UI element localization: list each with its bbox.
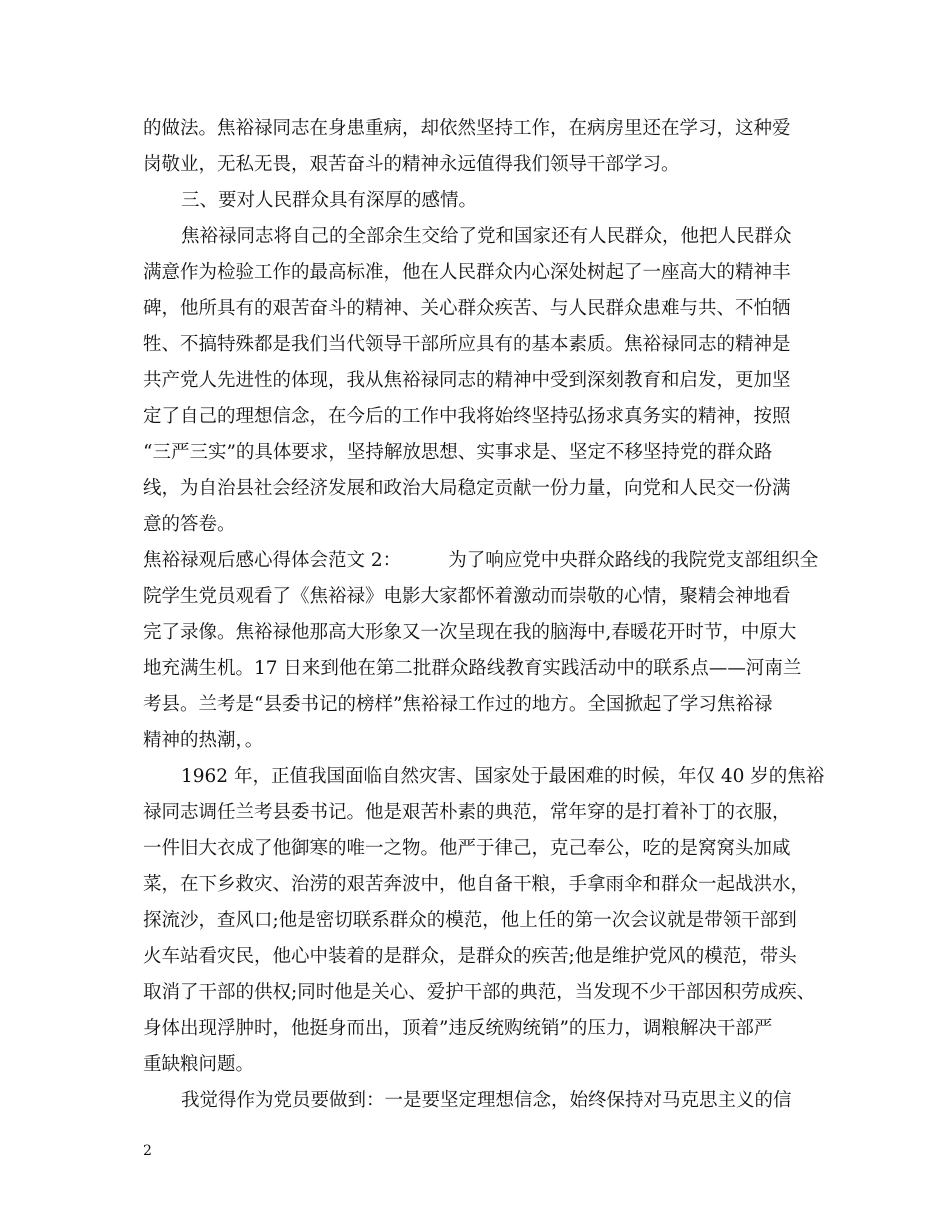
page-number: 2 (143, 1143, 152, 1159)
text-line: 重缺粮问题。 (143, 1054, 255, 1075)
text-line: 定了自己的理想信念，在今后的工作中我将始终坚持弘扬求真务实的精神，按照 (143, 406, 791, 427)
text-line: 探流沙，查风口;他是密切联系群众的模范，他上任的第一次会议就是带领干部到 (143, 910, 797, 931)
text-line: 菜，在下乡救灾、治涝的艰苦奔波中，他自备干粮，手拿雨伞和群众一起战洪水， (143, 874, 810, 895)
text-line: 一件旧大衣成了他御寒的唯一之物。他严于律己，克己奉公，吃的是窝窝头加咸 (143, 838, 791, 859)
section-heading: 三、要对人民群众具有深厚的感情。 (181, 190, 478, 211)
text-line: 考县。兰考是“县委书记的榜样”焦裕禄工作过的地方。全国掀起了学习焦裕禄 (143, 694, 773, 715)
text-line: 满意作为检验工作的最高标准，他在人民群众内心深处树起了一座高大的精神丰 (143, 262, 791, 283)
text-line: 地充满生机。17 日来到他在第二批群众路线教育实践活动中的联系点——河南兰 (143, 658, 802, 679)
text-line: 线，为自治县社会经济发展和政治大局稳定贡献一份力量，向党和人民交一份满 (143, 478, 791, 499)
text-line: 碑，他所具有的艰苦奋斗的精神、关心群众疾苦、与人民群众患难与共、不怕牺 (143, 298, 791, 319)
text-line: 意的答卷。 (143, 514, 236, 535)
text-line: 我觉得作为党员要做到：一是要坚定理想信念，始终保持对马克思主义的信 (181, 1090, 792, 1111)
text-line: 院学生党员观看了《焦裕禄》电影大家都怀着激动而崇敬的心情，聚精会神地看 (143, 586, 791, 607)
text-line: 完了录像。焦裕禄他那高大形象又一次呈现在我的脑海中,春暖花开时节，中原大 (143, 622, 797, 643)
text-line: 身体出现浮肿时，他挺身而出，顶着”违反统购统销”的压力，调粮解决干部严 (143, 1018, 773, 1039)
text-line: 的做法。焦裕禄同志在身患重病，却依然坚持工作，在病房里还在学习，这种爱 (143, 118, 791, 139)
text-line: 火车站看灾民，他心中装着的是群众，是群众的疾苦;他是维护党风的模范，带头 (143, 946, 797, 967)
text-line: 取消了干部的供权;同时他是关心、爱护干部的典范，当发现不少干部因积劳成疾、 (143, 982, 816, 1003)
text-line: 禄同志调任兰考县委书记。他是艰苦朴素的典范，常年穿的是打着补丁的衣服， (143, 802, 791, 823)
text-line: 牲、不搞特殊都是我们当代领导干部所应具有的基本素质。焦裕禄同志的精神是 (143, 334, 791, 355)
text-line: “三严三实”的具体要求，坚持解放思想、实事求是、坚定不移坚持党的群众路 (143, 442, 773, 463)
section-title-line: 焦裕禄观后感心得体会范文 2： 为了响应党中央群众路线的我院党支部组织全 (143, 550, 819, 571)
text-line: 1962 年，正值我国面临自然灾害、国家处于最困难的时候，年仅 40 岁的焦裕 (181, 766, 825, 787)
text-line: 共产党人先进性的体现，我从焦裕禄同志的精神中受到深刻教育和启发，更加坚 (143, 370, 791, 391)
text-line: 岗敬业，无私无畏，艰苦奋斗的精神永远值得我们领导干部学习。 (143, 154, 680, 175)
text-line: 精神的热潮，。 (143, 730, 264, 751)
text-line: 焦裕禄同志将自己的全部余生交给了党和国家还有人民群众，他把人民群众 (181, 226, 792, 247)
